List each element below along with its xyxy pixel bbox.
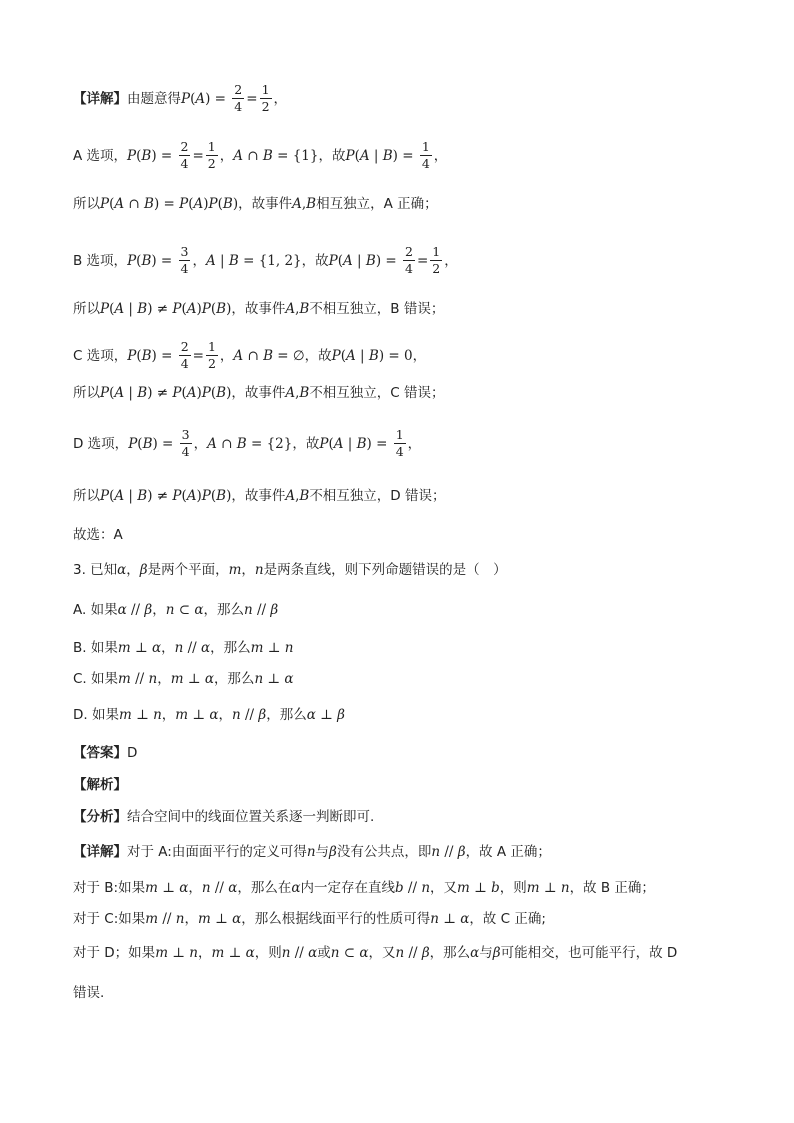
detail2-line-d-tail: 错误. (73, 985, 105, 1001)
answer-value: D (127, 745, 138, 761)
question-3-option-a: A. 如果 α // β ， n ⊂ α ，那么 n // β (73, 602, 279, 618)
option-b-analysis: B 选项， P ( B ) = $\frac{3}{4}$ ， A | B = {1, 2} ，故 P ( A | B ) = $\frac{2}{4}$ = $\frac{1}{2}$ ， (73, 244, 458, 277)
question-3-option-d: D. 如果 m ⊥ n ， m ⊥ α ， n // β ，那么 α ⊥ β (73, 707, 345, 723)
answer-line: 【答案】 D (73, 745, 138, 761)
option-a-analysis: A 选项， P ( B ) = $\frac{2}{4}$ = $\frac{1}{2}$ ， A ∩ B = {1} ，故 P ( A | B ) = $\frac{1}{4}$ ， (73, 139, 448, 172)
question-3-option-b: B. 如果 m ⊥ α ， n // α ，那么 m ⊥ n (73, 640, 294, 656)
detail2-line-d: 对于 D；如果 m ⊥ n ， m ⊥ α ，则 n // α 或 n ⊂ α ，又 n // β ，那么 α 与 β 可能相交，也可能平行，故 D (73, 945, 678, 961)
detail-line-1: 【详解】 由题意得 P ( A ) = $\frac{2}{4}$ = $\frac{1}{2}$ ， (73, 82, 288, 115)
question-3-stem: 3. 已知 α ， β 是两个平面， m ， n 是两条直线，则下列命题错误的是（ ） (73, 562, 507, 578)
detail2-line-b: 对于 B:如果 m ⊥ α ， n // α ，那么在 α 内一定存在直线 b // n ，又 m ⊥ b ，则 m ⊥ n ，故 B 正确； (73, 880, 655, 896)
detail2-line-a: 【详解】 对于 A:由面面平行的定义可得 n 与 β 没有公共点，即 n // β ，故 A 正确； (73, 844, 551, 860)
detail-tag: 【详解】 (73, 90, 127, 107)
conclusion-d: 所以 P ( A | B ) ≠ P ( A ) P ( B ) ，故事件 A , B 不相互独立，D 错误； (73, 488, 446, 504)
analysis-header: 【解析】 (73, 777, 127, 793)
question-3-option-c: C. 如果 m // n ， m ⊥ α ，那么 n ⊥ α (73, 671, 294, 687)
conclusion-c: 所以 P ( A | B ) ≠ P ( A ) P ( B ) ，故事件 A , B 不相互独立，C 错误； (73, 385, 445, 401)
option-c-analysis: C 选项， P ( B ) = $\frac{2}{4}$ = $\frac{1}{2}$ ， A ∩ B = ∅ ，故 P ( A | B ) = 0 ， (73, 339, 427, 372)
conclusion-a: 所以 P ( A ∩ B ) = P ( A ) P ( B ) ，故事件 A , B 相互独立，A 正确； (73, 196, 438, 212)
option-d-analysis: D 选项， P ( B ) = $\frac{3}{4}$ ， A ∩ B = {2} ，故 P ( A | B ) = $\frac{1}{4}$ ， (73, 427, 422, 460)
final-choice: 故选：A (73, 527, 123, 543)
fenxi-line: 【分析】 结合空间中的线面位置关系逐一判断即可. (73, 809, 375, 825)
conclusion-b: 所以 P ( A | B ) ≠ P ( A ) P ( B ) ，故事件 A , B 不相互独立，B 错误； (73, 301, 445, 317)
detail2-line-c: 对于 C:如果 m // n ， m ⊥ α ，那么根据线面平行的性质可得 n ⊥ α ，故 C 正确; (73, 911, 546, 927)
